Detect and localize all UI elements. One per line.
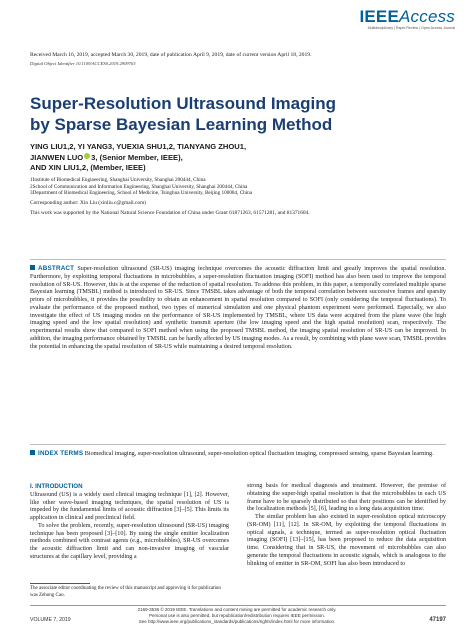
title-line-1: Super-Resolution Ultrasound Imaging [30,94,337,113]
intro-paragraph-3: strong basis for medical diagnosis and treatment. However, the premise of obtaining the super-high spatial resolution is that the microbubbles in each US frame have to be sparsely distributed so that their positions can be identified by the localization methods [5], [6], leading to a long data acquisition time. [247,483,446,513]
abstract-top-rule [30,259,446,260]
abstract-heading: ABSTRACT [38,265,75,272]
rights-link[interactable]: See http://www.ieee.org/publications_standards/publications/rights/index.html for more information. [138,619,336,624]
abstract [30,265,446,351]
affiliation-2: 2School of Communication and Information Engineering, Shanghai University, Shanghai 200444, China [30,183,248,190]
paper-title [30,93,450,135]
orcid-icon[interactable] [84,153,90,159]
license-notice: 2169-3536 © 2019 IEEE. Translations and content mining are permitted for academic research only. Personal use is also permitted, but republication/redistribution requires IEEE permission. See http://www.ieee.org/publications_standards/publications/rights/index.html for more information. [115,607,359,625]
keywords-rule [30,444,446,445]
doi-line: Digital Object Identifier 10.1109/ACCESS.2019.2909763 [30,61,136,66]
intro-paragraph-4: The similar problem has also existed in super-resolution optical microscopy (SR-OM) [11], [12]. In SR-OM, by exploiting the temporal fluctuations in optical signals, a technique, termed as super-resolution optical fluctuation imaging (SOFI) [13]–[15], has been proposed to reduce the data acquisition time. Considering that in SR-US, the movement of microbubbles can also generate the temporal fluctuations in acoustic signals, which is analogous to the blinking of emitter in SR-OM, SOFI has also been introduced to [247,514,446,567]
footnote-rule [30,583,90,584]
publication-dates: Received March 16, 2019, accepted March 30, 2019, date of publication April 9, 2019, date of current version April 18, 2019. [30,52,312,58]
volume-label: VOLUME 7, 2019 [30,617,71,623]
editor-footnote: The associate editor coordinating the review of this manuscript and approving it for publication was Zehong Cao. [30,586,221,598]
logo-tagline: Multidisciplinary | Rapid Review | Open Access Journal [367,26,455,30]
intro-paragraph-1: Ultrasound (US) is a widely used clinical imaging technique [1], [2]. However, like other wave-based imaging techniques, the spatial resolution of US is impeded by the fundamental limits of acoustic diffraction [3]–[5]. This limits its application in clinical and preclinical field. [30,491,229,521]
index-terms [30,450,446,459]
author-line-2: JIANWEN LUO 3, (Senior Member, IEEE), [30,152,183,162]
title-line-2: by Sparse Bayesian Learning Method [30,115,333,134]
funding-statement: This work was supported by the National Natural Science Foundation of China under Grant 61871263, 61571281, and 81371604. [30,210,310,216]
logo-wordmark: IEEEAccess [359,7,455,26]
ieee-access-logo [335,8,455,31]
intro-paragraph-2: To solve the problem, recently, super-resolution ultrasound (SR-US) imaging technique has been proposed [3]–[10]. By using the single emitter localization methods combined with contrast agents (e.g., microbubbles), SR-US overcomes the acoustic diffraction limit and can non-invasive imaging of vascular structures at the capillary level, providing a [30,522,229,560]
abstract-text: Super-resolution ultrasound (SR-US) imaging technique overcomes the acoustic diffraction limit and greatly improves the spatial resolution. Furthermore, by exploiting temporal fluctuations in microbubbles, a super-resolution fluctuation imaging (SOFI) method has also been used to improve the temporal resolution of SR-US. However, this is at the expense of the reduction of spatial resolution. To address this problem, in this paper, a temporally correlated multiple sparse Bayesian learning (TMSBL) method is introduced to SR-US. Since TMSBL takes advantage of both the temporal correlation between successive frames and sparsity priors of microbubbles, it provides the possibility to obtain an enhancement in spatial resolution compared to SOFI (only considering the temporal fluctuations). To evaluate the performance of the proposed method, two types of numerical simulation and one physical phantom experiment were performed. Especially, we also investigate the effect of US imaging modes on the performance of SR-US implemented by TMSBL, where US data were acquired from the plane wave (the high imaging speed and the low spatial resolution) and synthetic transmit aperture (the low imaging speed and the high spatial resolution) scan, respectively. The experimental results show that compared to SOFI method when using the proposed TMSBL method, the imaging spatial resolution of SR-US can be improved. In addition, the imaging performance obtained by TMSBL can be hardly affected by US imaging modes. As a result, by combining with plane wave scan, TMSBL provides the potential in enhancing the spatial resolution of SR-US while maintaining a desired temporal resolution. [30,266,446,350]
square-bullet-icon [30,265,35,270]
affiliation-3: 3Department of Biomedical Engineering, School of Medicine, Tsinghua University, Beijing 100084, China [30,190,253,197]
author-line-3: AND XIN LIU1,2, (Member, IEEE) [30,163,146,173]
section-heading: I. INTRODUCTION [30,483,83,490]
footer-rule [30,605,446,606]
affiliation-1: 1Institute of Biomedical Engineering, Shanghai University, Shanghai 200444, China [30,177,206,183]
left-column [30,483,229,562]
author-list [30,142,360,174]
square-bullet-icon [30,450,35,455]
author-line-1: YING LIU1,2, YI YANG3, YUEXIA SHU1,2, TIANYANG ZHOU1, [30,142,247,151]
corresponding-author: Corresponding author: Xin Liu (xinliu.c@gmail.com) [30,200,147,206]
index-terms-heading: INDEX TERMS [38,450,84,457]
right-column [247,483,446,568]
affiliations [30,177,430,197]
index-terms-text: Biomedical imaging, super-resolution ultrasound, super-resolution optical fluctuation imaging, compressed sensing, sparse Bayesian learning. [84,451,434,457]
page-number: 47197 [429,617,446,623]
